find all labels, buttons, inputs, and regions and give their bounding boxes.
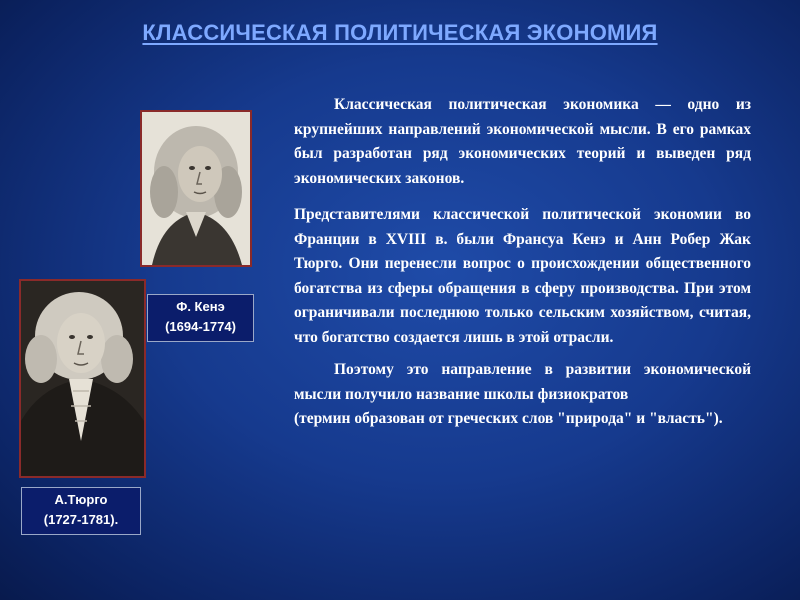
caption-turgot xyxy=(21,487,141,535)
body-text xyxy=(294,93,751,432)
paragraph-4: (термин образован от греческих слов "природа" и "власть"). xyxy=(294,410,723,427)
portrait-kene-image xyxy=(140,110,252,267)
portrait-turgot-image xyxy=(19,279,146,478)
paragraph-1: Классическая политическая экономика — одно из крупнейших направлений экономической мысли. В его рамках был разработан ряд экономических теорий и выведен ряд экономических законов. xyxy=(294,96,751,187)
turgot-name: А.Тюрго xyxy=(54,492,108,507)
slide-title: КЛАССИЧЕСКАЯ ПОЛИТИЧЕСКАЯ ЭКОНОМИЯ xyxy=(142,20,658,45)
paragraph-3: Поэтому это направление в развитии экономической мысли получило название школы физиократов xyxy=(294,361,751,403)
turgot-years: (1727-1781). xyxy=(43,512,119,527)
paragraph-2: Представителями классической политической экономии во Франции в XVIII в. были Франсуа Кенэ и Анн Робер Жак Тюрго. Они перенесли вопрос о происхождении общественного богатства из сферы обращения в сферу производства. При этом ограничивали последнюю только сельским хозяйством, считая, что богатство создается лишь в этой отрасли. xyxy=(294,206,751,346)
kene-years: (1694-1774) xyxy=(165,319,236,334)
caption-kene xyxy=(147,294,254,342)
kene-name: Ф. Кенэ xyxy=(176,299,225,314)
